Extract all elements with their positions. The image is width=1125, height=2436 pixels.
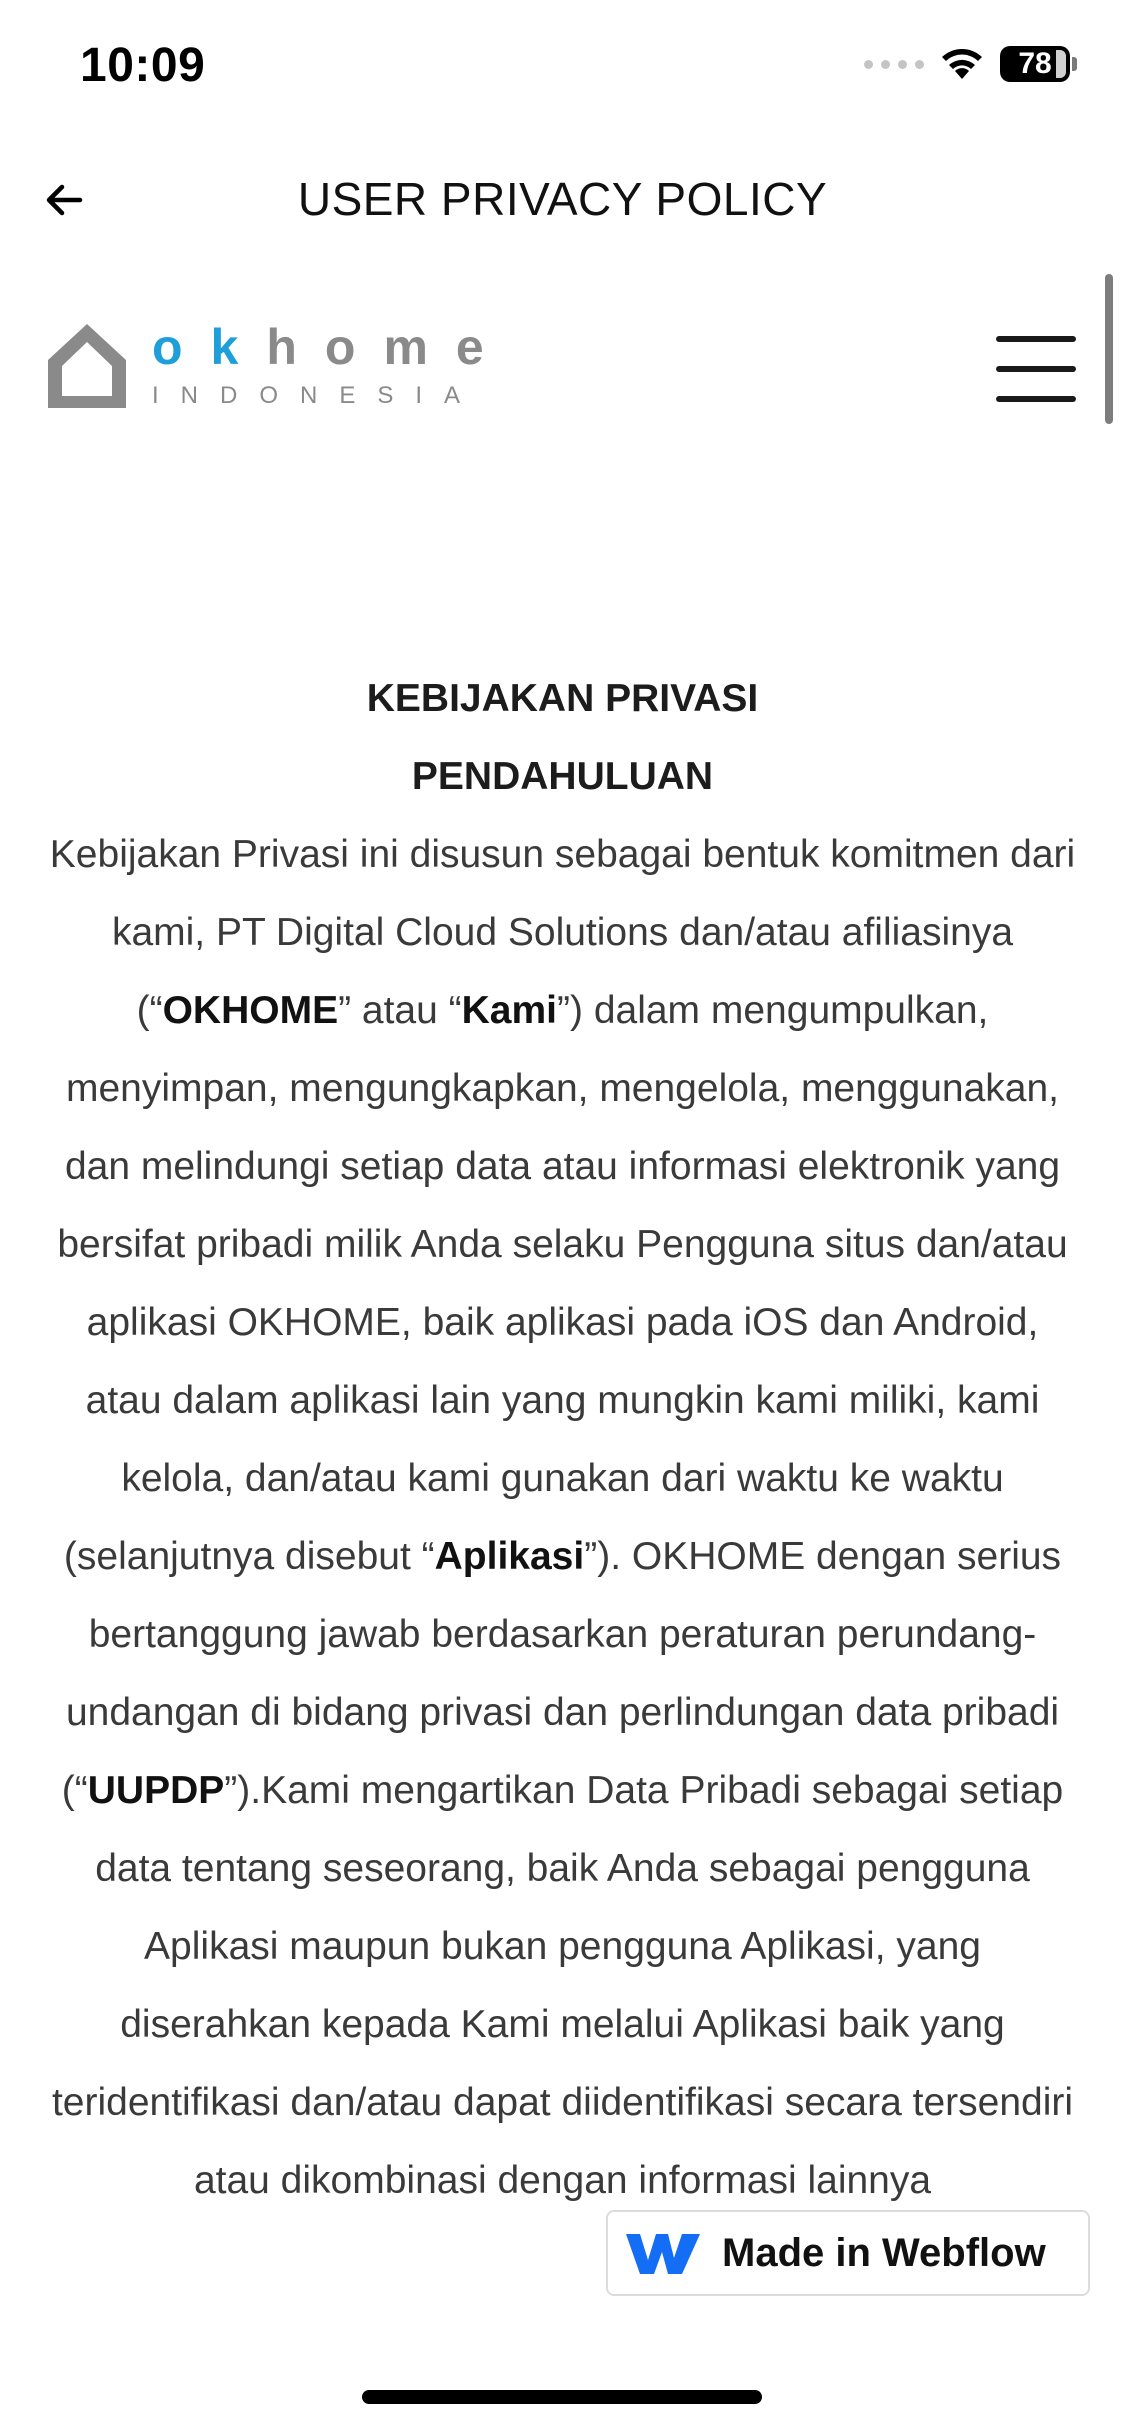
webflow-logo-icon <box>624 2228 702 2278</box>
status-bar <box>0 0 1125 140</box>
section-title: PENDAHULUAN <box>411 755 714 798</box>
status-time: 10:09 <box>80 39 206 92</box>
status-indicators <box>864 46 1077 82</box>
logo-ok: ok <box>152 319 267 375</box>
webview[interactable] <box>0 260 1125 2330</box>
logo-home: home <box>266 319 512 375</box>
wifi-icon <box>940 47 984 81</box>
home-indicator[interactable] <box>362 2390 762 2404</box>
cellular-signal-icon <box>864 60 924 69</box>
site-header <box>0 300 1125 440</box>
hamburger-menu-button[interactable] <box>996 336 1076 402</box>
menu-icon <box>996 336 1076 342</box>
okhome-logo[interactable] <box>44 320 512 412</box>
made-in-webflow-badge[interactable] <box>606 2210 1090 2296</box>
webflow-label: Made in Webflow <box>722 2230 1046 2275</box>
policy-title: KEBIJAKAN PRIVASI <box>366 677 759 720</box>
logo-subtitle: INDONESIA <box>152 382 483 409</box>
nav-header <box>0 140 1125 260</box>
battery-icon <box>1000 46 1077 82</box>
house-logo-icon <box>44 320 130 412</box>
battery-level: 78 <box>1018 47 1052 80</box>
policy-content <box>44 660 1081 2220</box>
page-title: USER PRIVACY POLICY <box>297 173 828 225</box>
policy-paragraph: Kebijakan Privasi ini disusun sebagai bentuk komitmen dari kami, PT Digital Cloud Solutions dan/atau afiliasinya (“OKHOME” atau “Kami”) dalam mengumpulkan, menyimpan, mengungkapkan, mengelola, menggunakan, dan melindungi setiap data atau informasi elektronik yang bersifat pribadi milik Anda selaku Pengguna situs dan/atau aplikasi OKHOME, baik aplikasi pada iOS dan Android, atau dalam aplikasi lain yang mungkin kami miliki, kami kelola, dan/atau kami gunakan dari waktu ke waktu (selanjutnya disebut “Aplikasi”). OKHOME dengan serius bertanggung jawab berdasarkan peraturan perundang-undangan di bidang privasi dan perlindungan data pribadi (“UUPDP”).Kami mengartikan Data Pribadi sebagai setiap data tentang seseorang, baik Anda sebagai pengguna Aplikasi maupun bukan pengguna Aplikasi, yang diserahkan kepada Kami melalui Aplikasi baik yang teridentifikasi dan/atau dapat diidentifikasi secara tersendiri atau dikombinasi dengan informasi lainnya <box>49 833 1076 2202</box>
